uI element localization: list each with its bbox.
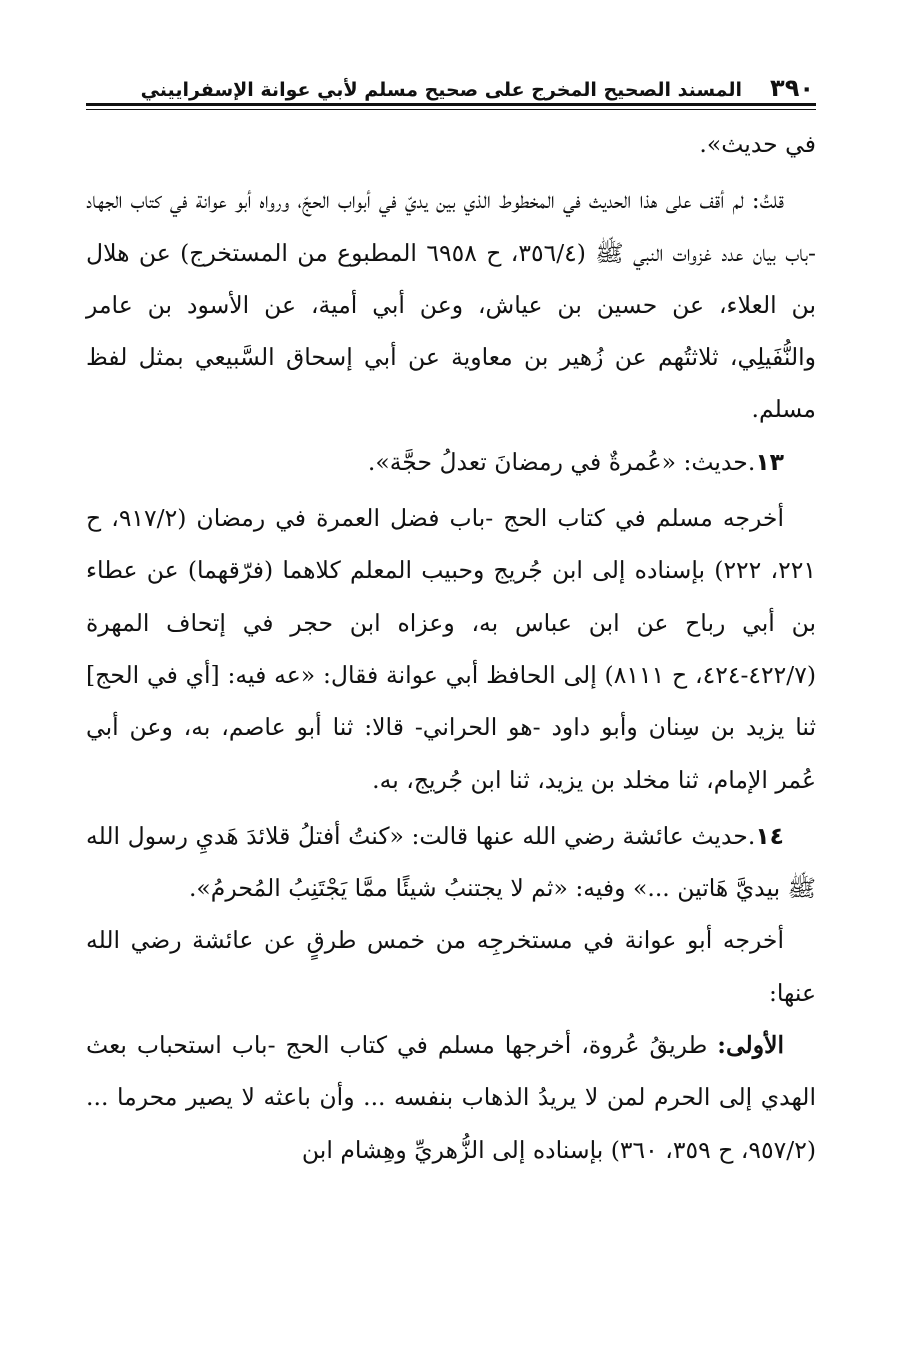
paragraph-hadith-14 [86,810,816,915]
paragraph-2: قلتُ: لم أقف على هذا الحديث في المخطوط الذي بين يديّ في أبواب الحجّ، ورواه أبو عوانة في كتاب الجهاد -باب بيان عدد غزوات النبي ﷺ (٣٥٦/٤، ح ٦٩٥٨ المطبوع من المستخرج) عن هلال بن العلاء، عن حسين بن عياش، وعن أبي أمية، عن الأسود بن عامر والنُّفَيلِي، ثلاثتُهم عن زُهير بن معاوية عن أبي إسحاق السَّبيعي بمثل لفظ مسلم. [86,186,816,424]
running-title: المسند الصحيح المخرج على صحيح مسلم لأبي عوانة الإسفراييني [140,79,743,101]
paragraph-1: في حديث». [699,130,816,158]
first-route-text: طريقُ عُروة، أخرجها مسلم في كتاب الحج -باب استحباب بعث الهدي إلى الحرم لمن لا يريدُ الذهاب بنفسه ... وأن باعثه لا يصير محرما ... (٩٥٧/٢، ح ٣٥٩، ٣٦٠) بإسناده إلى الزُّهريِّ وهِشام ابن [86,1031,816,1164]
paragraph-hadith-13 [86,436,816,488]
hadith-14-text: .حديث عائشة رضي الله عنها قالت: «كنتُ أفتلُ قلائدَ هَديِ رسول الله ﷺ بيديَّ هَاتين ...» وفيه: «ثم لا يجتنبُ شيئًا ممَّا يَجْتَنِبُ المُحرمُ». [86,821,816,903]
page-header [88,62,814,100]
page-number: ٣٩٠ [770,74,814,102]
hadith-13-text: .حديث: «عُمرةٌ في رمضانَ تعدلُ حجَّة». [367,447,756,476]
hadith-number-13: ١٣ [755,447,784,476]
header-rule-thin [86,109,816,110]
hadith-number-14: ١٤ [755,821,784,850]
paragraph-4: أخرجه مسلم في كتاب الحج -باب فضل العمرة في رمضان (٩١٧/٢، ح ٢٢١، ٢٢٢) بإسناده إلى ابن جُريج وحبيب المعلم كلاهما (فرّقهما) عن عطاء بن أبي رباح عن ابن عباس به، وعزاه ابن حجر في إتحاف المهرة (٤٢٢/٧-٤٢٤، ح ٨١١١) إلى الحافظ أبي عوانة فقال: «عه فيه: [أي في الحج] ثنا يزيد بن سِنان وأبو داود -هو الحراني- قالا: ثنا أبو عاصم، به، وعن أبي عُمر الإمام، ثنا مخلد بن يزيد، ثنا ابن جُريج، به. [86,504,816,794]
header-rule-thick [86,103,816,106]
paragraph-6: أخرجه أبو عوانة في مستخرجِه من خمس طرقٍ عن عائشة رضي الله عنها: [86,926,816,1007]
first-route-label: الأولى: [717,1031,784,1060]
body-text [86,118,816,1176]
paragraph-7 [86,1019,816,1176]
